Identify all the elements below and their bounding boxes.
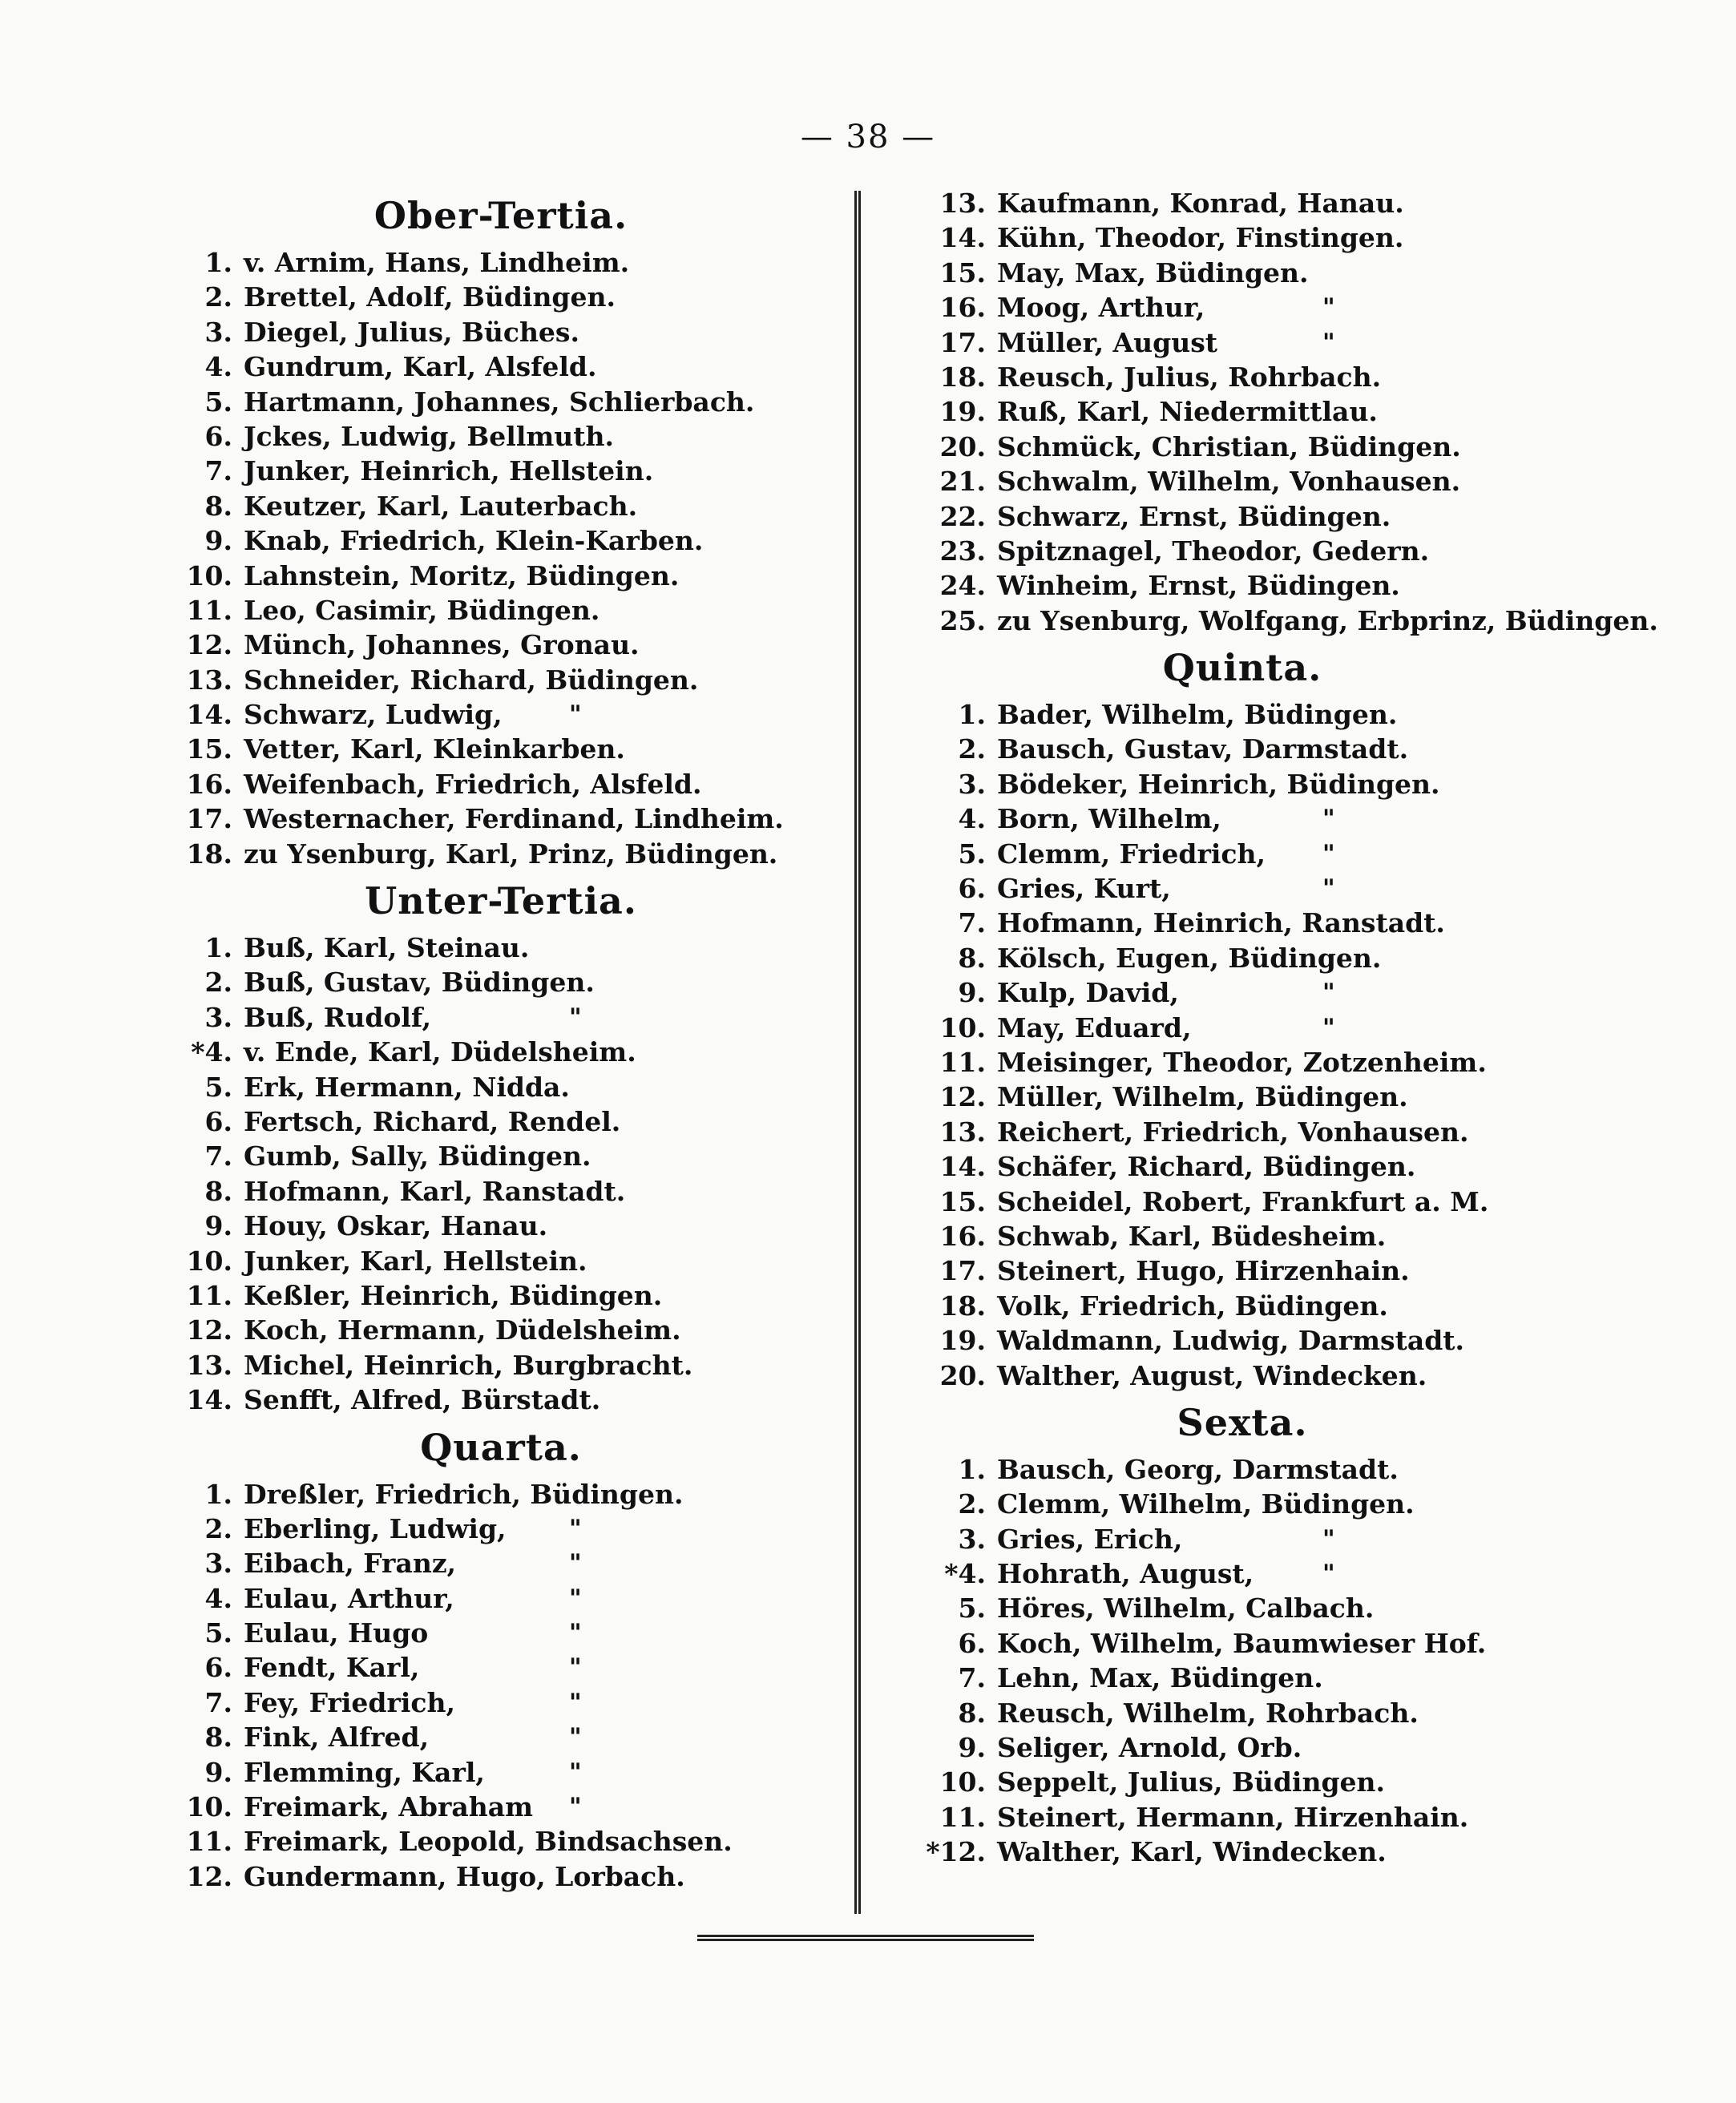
student-entry	[168, 1685, 834, 1720]
student-entry	[922, 394, 1563, 429]
entry-number: 7.	[958, 1662, 986, 1694]
entry-number: 12.	[939, 1081, 986, 1113]
entry-number: 2.	[204, 967, 232, 999]
entry-number: 21.	[939, 466, 986, 498]
student-entry	[168, 1209, 834, 1243]
entry-number: 13.	[939, 1116, 986, 1148]
entry-text: Schneider, Richard, Büdingen.	[244, 664, 699, 696]
left-column	[168, 186, 834, 1894]
ditto-mark: "	[1322, 1560, 1335, 1588]
entry-text: Müller, August	[997, 326, 1218, 358]
student-entry	[168, 1174, 834, 1209]
entry-number: 6.	[204, 420, 232, 452]
ditto-mark: "	[569, 1723, 582, 1752]
student-entry	[168, 628, 834, 662]
student-entry	[922, 837, 1563, 871]
entry-text: Flemming, Karl,	[244, 1756, 485, 1788]
entry-number: 14.	[186, 699, 232, 731]
entry-number: 10.	[186, 1791, 232, 1823]
section-title-quinta: Quinta.	[1162, 646, 1322, 690]
student-entry	[168, 1824, 834, 1859]
student-entry	[922, 1522, 1563, 1556]
ditto-mark: "	[569, 1758, 582, 1786]
section-title-unter-tertia: Unter-Tertia.	[365, 879, 637, 923]
entry-number: 13.	[186, 1349, 232, 1381]
student-entry	[922, 1730, 1563, 1765]
student-entry	[922, 1011, 1563, 1045]
entry-text: Keßler, Heinrich, Büdingen.	[244, 1279, 663, 1311]
entry-text: Kühn, Theodor, Finstingen.	[997, 222, 1404, 254]
entry-number: 18.	[186, 838, 232, 870]
entry-number: 8.	[204, 490, 232, 522]
entry-number: 1.	[204, 932, 232, 964]
student-entry	[168, 385, 834, 419]
student-entry	[922, 1835, 1563, 1869]
entry-number: 2.	[958, 1488, 986, 1520]
entry-number: 15.	[939, 256, 986, 289]
student-entry	[922, 1115, 1563, 1149]
entry-number: 18.	[939, 1290, 986, 1322]
student-entry	[168, 837, 834, 871]
entry-number: 11.	[939, 1046, 986, 1078]
entry-number: 5.	[204, 1617, 232, 1649]
entry-number: *12.	[926, 1836, 986, 1868]
entry-text: Westernacher, Ferdinand, Lindheim.	[244, 803, 784, 835]
entry-number: 14.	[939, 222, 986, 254]
student-entry	[922, 1487, 1563, 1521]
entry-text: Erk, Hermann, Nidda.	[244, 1071, 570, 1103]
entry-number: 13.	[939, 188, 986, 219]
student-entry	[922, 568, 1563, 603]
entry-number: 1.	[958, 699, 986, 731]
entry-number: 20.	[939, 1359, 986, 1391]
student-entry	[168, 1720, 834, 1754]
student-entry	[168, 930, 834, 965]
ditto-mark: "	[1322, 979, 1335, 1007]
student-entry	[922, 801, 1563, 836]
entry-text: Winheim, Ernst, Büdingen.	[997, 570, 1400, 602]
entry-text: Hartmann, Johannes, Schlierbach.	[244, 385, 755, 418]
student-entry	[922, 1253, 1563, 1288]
entry-text: Gries, Kurt,	[997, 873, 1171, 905]
ditto-mark: "	[1322, 839, 1335, 868]
student-entry	[922, 871, 1563, 906]
entry-number: 1.	[204, 247, 232, 278]
student-entry	[168, 1278, 834, 1313]
entry-number: 8.	[958, 942, 986, 974]
student-entry	[922, 325, 1563, 360]
entry-number: 15.	[186, 733, 232, 765]
student-entry	[168, 1382, 834, 1417]
section-title-ober-tertia: Ober-Tertia.	[373, 194, 628, 237]
student-entry	[922, 256, 1563, 290]
ditto-mark: "	[1322, 293, 1335, 322]
student-entry	[168, 1000, 834, 1035]
entry-text: Volk, Friedrich, Büdingen.	[997, 1290, 1388, 1322]
ditto-mark: "	[569, 1793, 582, 1822]
student-entry	[168, 1581, 834, 1616]
entry-text: Hofmann, Heinrich, Ranstadt.	[997, 907, 1445, 939]
entry-number: 4.	[204, 1582, 232, 1614]
student-entry	[168, 1070, 834, 1104]
ditto-mark: "	[569, 1003, 582, 1031]
ditto-mark: "	[1322, 1013, 1335, 1042]
entry-text: Schwarz, Ernst, Büdingen.	[997, 500, 1391, 532]
entry-number: 5.	[204, 385, 232, 418]
entry-text: Freimark, Abraham	[244, 1791, 534, 1823]
entry-text: Gundrum, Karl, Alsfeld.	[244, 351, 597, 383]
student-entry	[922, 941, 1563, 975]
entry-number: 24.	[939, 570, 986, 602]
entry-text: Meisinger, Theodor, Zotzenheim.	[997, 1046, 1487, 1078]
entry-text: Schwarz, Ludwig,	[244, 699, 503, 731]
entry-text: Buß, Rudolf,	[244, 1001, 431, 1033]
entry-number: 17.	[939, 1255, 986, 1287]
entry-number: 19.	[939, 1325, 986, 1357]
student-entry	[168, 349, 834, 384]
entry-text: Gries, Erich,	[997, 1523, 1183, 1555]
entry-text: Fertsch, Richard, Rendel.	[244, 1105, 621, 1137]
ditto-mark: "	[569, 1514, 582, 1543]
student-entry	[168, 697, 834, 732]
ditto-mark: "	[569, 1584, 582, 1613]
student-entry	[922, 1626, 1563, 1661]
entry-number: 6.	[204, 1652, 232, 1684]
student-entry	[168, 559, 834, 593]
column-divider	[854, 191, 861, 1914]
entry-number: 16.	[939, 292, 986, 324]
entry-text: Spitznagel, Theodor, Gedern.	[997, 535, 1430, 567]
student-entry	[168, 965, 834, 999]
entry-number: 4.	[204, 351, 232, 383]
entry-text: Keutzer, Karl, Lauterbach.	[244, 490, 638, 522]
student-entry	[922, 1149, 1563, 1184]
student-entry	[922, 1185, 1563, 1219]
entry-text: Clemm, Friedrich,	[997, 838, 1266, 870]
entry-text: Houy, Oskar, Hanau.	[244, 1210, 548, 1242]
entry-text: Bödeker, Heinrich, Büdingen.	[997, 768, 1440, 800]
entry-text: Schwab, Karl, Büdesheim.	[997, 1220, 1387, 1252]
entry-text: Hohrath, August,	[997, 1558, 1254, 1590]
entry-number: 11.	[186, 1279, 232, 1311]
entry-number: 7.	[204, 455, 232, 487]
student-entry	[168, 1546, 834, 1580]
entry-text: Eberling, Ludwig,	[244, 1512, 507, 1544]
entry-number: 7.	[204, 1686, 232, 1718]
entry-text: Born, Wilhelm,	[997, 803, 1221, 835]
student-entry	[922, 464, 1563, 499]
entry-number: 8.	[204, 1175, 232, 1207]
entry-number: 3.	[958, 768, 986, 800]
right-column	[922, 186, 1658, 1870]
student-entry	[922, 1556, 1563, 1591]
entry-text: Buß, Karl, Steinau.	[244, 932, 530, 964]
entry-number: 16.	[939, 1220, 986, 1252]
student-entry	[922, 975, 1563, 1010]
entry-text: May, Eduard,	[997, 1011, 1192, 1043]
entry-text: Koch, Hermann, Düdelsheim.	[244, 1314, 681, 1346]
entry-number: 2.	[204, 281, 232, 313]
entry-number: 15.	[939, 1185, 986, 1217]
entry-number: 9.	[204, 1210, 232, 1242]
entry-text: Vetter, Karl, Kleinkarben.	[244, 733, 625, 765]
entry-number: 1.	[958, 1453, 986, 1485]
entry-number: 5.	[204, 1071, 232, 1103]
student-entry	[168, 1755, 834, 1790]
student-entry	[168, 593, 834, 628]
entry-number: 7.	[204, 1140, 232, 1173]
entry-number: 8.	[958, 1697, 986, 1729]
entry-number: 14.	[939, 1151, 986, 1183]
student-entry	[168, 1035, 834, 1069]
entry-number: 2.	[204, 1512, 232, 1544]
entry-text: Leo, Casimir, Büdingen.	[244, 594, 600, 626]
student-entry	[922, 1591, 1563, 1625]
entry-number: 5.	[958, 838, 986, 870]
entry-text: Höres, Wilhelm, Calbach.	[997, 1592, 1375, 1625]
student-entry	[922, 1800, 1563, 1835]
entry-text: Schwalm, Wilhelm, Vonhausen.	[997, 466, 1461, 498]
student-entry	[168, 1244, 834, 1278]
entry-text: Gundermann, Hugo, Lorbach.	[244, 1860, 685, 1892]
entry-text: Steinert, Hermann, Hirzenhain.	[997, 1801, 1469, 1833]
student-entry	[922, 1323, 1563, 1358]
entry-text: Steinert, Hugo, Hirzenhain.	[997, 1255, 1410, 1287]
student-entry	[168, 1348, 834, 1382]
entry-text: Eulau, Hugo	[244, 1617, 429, 1649]
entry-text: Eibach, Franz,	[244, 1548, 457, 1580]
entry-number: 10.	[939, 1766, 986, 1798]
entry-text: Eulau, Arthur,	[244, 1582, 454, 1614]
ditto-mark: "	[569, 1653, 582, 1682]
entry-number: 7.	[958, 907, 986, 939]
student-entry	[922, 360, 1563, 394]
entry-text: Buß, Gustav, Büdingen.	[244, 967, 595, 999]
entry-text: May, Max, Büdingen.	[997, 256, 1309, 289]
entry-text: Schmück, Christian, Büdingen.	[997, 430, 1461, 462]
student-entry	[922, 290, 1563, 325]
student-entry	[168, 1616, 834, 1650]
entry-text: v. Ende, Karl, Düdelsheim.	[244, 1036, 636, 1068]
entry-text: Walther, August, Windecken.	[997, 1359, 1427, 1391]
student-entry	[168, 523, 834, 558]
student-entry	[168, 315, 834, 349]
student-entry	[922, 1080, 1563, 1114]
student-entry	[168, 489, 834, 523]
entry-number: 8.	[204, 1722, 232, 1754]
student-entry	[168, 1139, 834, 1173]
entry-number: 12.	[186, 629, 232, 661]
page-number: — 38 —	[800, 119, 936, 155]
entry-text: Senfft, Alfred, Bürstadt.	[244, 1384, 601, 1416]
entry-number: 3.	[204, 1548, 232, 1580]
entry-number: *4.	[944, 1558, 986, 1590]
entry-text: Junker, Heinrich, Hellstein.	[244, 455, 654, 487]
entry-text: Diegel, Julius, Büches.	[244, 316, 579, 348]
entry-text: Hofmann, Karl, Ranstadt.	[244, 1175, 626, 1207]
entry-number: 6.	[204, 1105, 232, 1137]
entry-text: Koch, Wilhelm, Baumwieser Hof.	[997, 1627, 1487, 1659]
student-entry	[168, 245, 834, 280]
entry-text: Lahnstein, Moritz, Büdingen.	[244, 559, 680, 591]
student-entry	[168, 454, 834, 488]
entry-number: 3.	[958, 1523, 986, 1555]
entry-text: Walther, Karl, Windecken.	[997, 1836, 1387, 1868]
entry-text: Kulp, David,	[997, 977, 1179, 1009]
entry-number: 9.	[204, 525, 232, 557]
entry-text: Scheidel, Robert, Frankfurt a. M.	[997, 1185, 1489, 1217]
student-entry	[168, 280, 834, 314]
ditto-mark: "	[1322, 1524, 1335, 1553]
student-entry	[922, 186, 1563, 220]
entry-text: Reusch, Julius, Rohrbach.	[997, 361, 1382, 393]
student-entry	[168, 663, 834, 697]
entry-text: Waldmann, Ludwig, Darmstadt.	[997, 1325, 1465, 1357]
entry-text: Michel, Heinrich, Burgbracht.	[244, 1349, 693, 1381]
entry-text: Lehn, Max, Büdingen.	[997, 1662, 1323, 1694]
student-entry	[922, 1358, 1563, 1393]
ditto-mark: "	[1322, 874, 1335, 903]
entry-number: 11.	[939, 1801, 986, 1833]
student-entry	[922, 732, 1563, 766]
student-entry	[922, 1765, 1563, 1799]
student-entry	[922, 534, 1563, 568]
entry-text: Schäfer, Richard, Büdingen.	[997, 1151, 1416, 1183]
student-entry	[168, 1512, 834, 1546]
entry-text: Seliger, Arnold, Orb.	[997, 1732, 1302, 1764]
entry-number: 5.	[958, 1592, 986, 1625]
entry-text: zu Ysenburg, Wolfgang, Erbprinz, Büdingen.	[997, 604, 1658, 636]
entry-number: 4.	[958, 803, 986, 835]
student-entry	[922, 603, 1658, 638]
student-entry	[922, 697, 1563, 732]
entry-number: 6.	[958, 1627, 986, 1659]
entry-text: Bader, Wilhelm, Büdingen.	[997, 699, 1398, 731]
bottom-rule	[697, 1935, 1034, 1941]
entry-number: 11.	[186, 594, 232, 626]
entry-text: Weifenbach, Friedrich, Alsfeld.	[244, 768, 702, 800]
entry-text: Kölsch, Eugen, Büdingen.	[997, 942, 1382, 974]
student-entry	[168, 419, 834, 454]
student-entry	[168, 767, 834, 801]
entry-text: Münch, Johannes, Gronau.	[244, 629, 640, 661]
entry-text: Fendt, Karl,	[244, 1652, 420, 1684]
student-entry	[922, 1696, 1563, 1730]
section-title-quarta: Quarta.	[420, 1425, 582, 1469]
section-title-sexta: Sexta.	[1177, 1400, 1308, 1444]
entry-text: Moog, Arthur,	[997, 292, 1205, 324]
entry-number: 17.	[186, 803, 232, 835]
student-entry	[922, 220, 1563, 255]
ditto-mark: "	[569, 1619, 582, 1648]
entry-number: 23.	[939, 535, 986, 567]
entry-text: Reusch, Wilhelm, Rohrbach.	[997, 1697, 1419, 1729]
entry-text: Seppelt, Julius, Büdingen.	[997, 1766, 1385, 1798]
entry-text: Bausch, Georg, Darmstadt.	[997, 1453, 1399, 1485]
entry-text: Brettel, Adolf, Büdingen.	[244, 281, 616, 313]
entry-number: 3.	[204, 316, 232, 348]
ditto-mark: "	[569, 1688, 582, 1717]
entry-number: 9.	[204, 1756, 232, 1788]
entry-number: 12.	[186, 1314, 232, 1346]
entry-number: 20.	[939, 430, 986, 462]
student-entry	[168, 1790, 834, 1824]
entry-text: Bausch, Gustav, Darmstadt.	[997, 733, 1409, 765]
entry-text: Dreßler, Friedrich, Büdingen.	[244, 1478, 684, 1510]
entry-text: Kaufmann, Konrad, Hanau.	[997, 188, 1404, 219]
student-entry	[922, 1219, 1563, 1253]
entry-number: 10.	[186, 559, 232, 591]
student-entry	[168, 1477, 834, 1512]
student-entry	[922, 499, 1563, 534]
entry-text: zu Ysenburg, Karl, Prinz, Büdingen.	[244, 838, 778, 870]
entry-number: 11.	[186, 1826, 232, 1858]
entry-number: 3.	[204, 1001, 232, 1033]
entry-text: Clemm, Wilhelm, Büdingen.	[997, 1488, 1415, 1520]
entry-text: Knab, Friedrich, Klein-Karben.	[244, 525, 704, 557]
entry-text: Reichert, Friedrich, Vonhausen.	[997, 1116, 1469, 1148]
entry-text: Freimark, Leopold, Bindsachsen.	[244, 1826, 733, 1858]
entry-number: *4.	[191, 1036, 232, 1068]
entry-text: v. Arnim, Hans, Lindheim.	[244, 247, 630, 278]
entry-number: 22.	[939, 500, 986, 532]
entry-number: 13.	[186, 664, 232, 696]
entry-number: 6.	[958, 873, 986, 905]
entry-text: Gumb, Sally, Büdingen.	[244, 1140, 591, 1173]
entry-number: 25.	[939, 604, 986, 636]
student-entry	[168, 801, 834, 836]
entry-number: 10.	[939, 1011, 986, 1043]
entry-text: Jckes, Ludwig, Bellmuth.	[244, 420, 614, 452]
student-entry	[168, 1859, 834, 1894]
entry-number: 10.	[186, 1245, 232, 1277]
ditto-mark: "	[1322, 328, 1335, 357]
entry-number: 2.	[958, 733, 986, 765]
student-entry	[168, 1313, 834, 1347]
student-entry	[168, 1650, 834, 1685]
ditto-mark: "	[1322, 805, 1335, 834]
entry-number: 1.	[204, 1478, 232, 1510]
student-entry	[922, 1452, 1563, 1487]
student-entry	[922, 1045, 1563, 1080]
entry-number: 9.	[958, 977, 986, 1009]
ditto-mark: "	[569, 700, 582, 729]
entry-number: 14.	[186, 1384, 232, 1416]
ditto-mark: "	[569, 1549, 582, 1578]
entry-text: Ruß, Karl, Niedermittlau.	[997, 396, 1378, 428]
student-entry	[168, 732, 834, 766]
entry-text: Fey, Friedrich,	[244, 1686, 455, 1718]
student-entry	[922, 906, 1563, 940]
entry-number: 17.	[939, 326, 986, 358]
entry-number: 9.	[958, 1732, 986, 1764]
entry-text: Junker, Karl, Hellstein.	[244, 1245, 587, 1277]
entry-text: Müller, Wilhelm, Büdingen.	[997, 1081, 1408, 1113]
entry-text: Fink, Alfred,	[244, 1722, 430, 1754]
student-entry	[922, 1289, 1563, 1323]
student-entry	[922, 767, 1563, 801]
student-entry	[922, 1661, 1563, 1695]
entry-number: 16.	[186, 768, 232, 800]
entry-number: 19.	[939, 396, 986, 428]
student-entry	[922, 430, 1563, 464]
entry-number: 12.	[186, 1860, 232, 1892]
student-entry	[168, 1104, 834, 1139]
entry-number: 18.	[939, 361, 986, 393]
